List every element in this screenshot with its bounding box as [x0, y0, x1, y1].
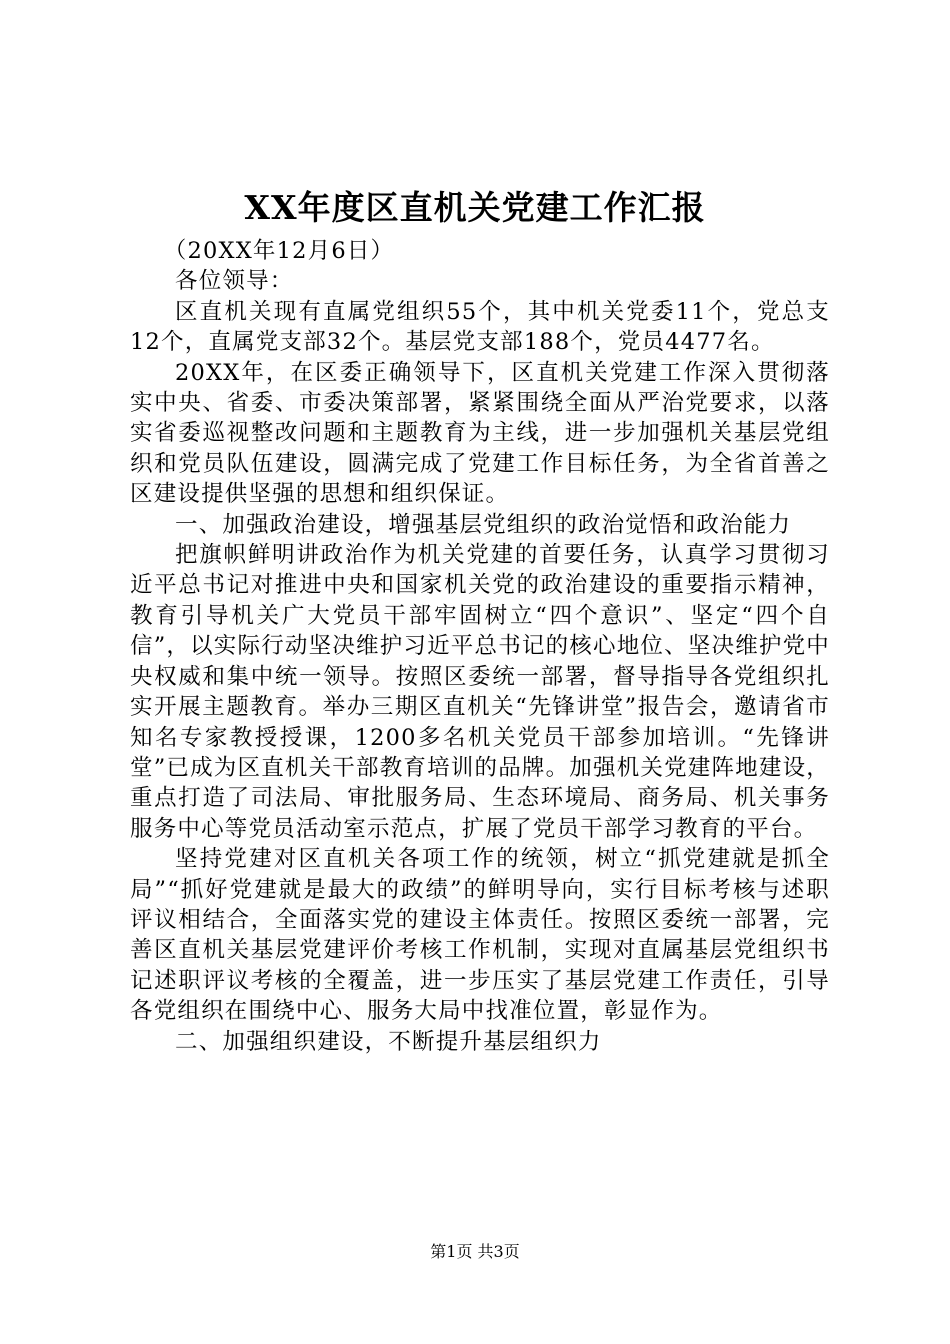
paragraph: 把旗帜鲜明讲政治作为机关党建的首要任务，认真学习贯彻习近平总书记对推进中央和国家机关党的政治建设的重要指示精神，教育引导机关广大党员干部牢固树立“四个意识”、坚定“四个自信”，以实际行动坚决维护习近平总书记的核心地位、坚决维护党中央权威和集中统一领导。按照区委统一部署，督导指导各党组织扎实开展主题教育。举办三期区直机关“先锋讲堂”报告会，邀请省市知名专家教授授课，1200多名机关党员干部参加培训。“先锋讲堂”已成为区直机关干部教育培训的品牌。加强机关党建阵地建设，重点打造了司法局、审批服务局、生态环境局、商务局、机关事务服务中心等党员活动室示范点，扩展了党员干部学习教育的平台。 — [130, 542, 831, 842]
document-body — [130, 236, 830, 1057]
paragraph: 区直机关现有直属党组织55个，其中机关党委11个，党总支12个，直属党支部32个。基层党支部188个，党员4477名。 — [130, 298, 830, 356]
page-number: 第1页 共3页 — [430, 1242, 520, 1261]
greeting: 各位领导： — [175, 268, 294, 295]
document-title: XX年度区直机关党建工作汇报 — [244, 188, 706, 227]
document-date: （20XX年12月6日） — [163, 238, 395, 264]
paragraph: 坚持党建对区直机关各项工作的统领，树立“抓党建就是抓全局”“抓好党建就是最大的政绩”的鲜明导向，实行目标考核与述职评议相结合，全面落实党的建设主体责任。按照区委统一部署，完善区直机关基层党建评价考核工作机制，实现对直属基层党组织书记述职评议考核的全覆盖，进一步压实了基层党建工作责任，引导各党组织在围绕中心、服务大局中找准位置，彰显作为。 — [130, 846, 830, 1025]
section-heading: 二、加强组织建设，不断提升基层组织力 — [175, 1028, 602, 1055]
section-heading: 一、加强政治建设，增强基层党组织的政治觉悟和政治能力 — [175, 511, 792, 538]
paragraph: 20XX年，在区委正确领导下，区直机关党建工作深入贯彻落实中央、省委、市委决策部署，紧紧围绕全面从严治党要求，以落实省委巡视整改问题和主题教育为主线，进一步加强机关基层党组织和党员队伍建设，圆满完成了党建工作目标任务，为全省首善之区建设提供坚强的思想和组织保证。 — [130, 359, 830, 508]
